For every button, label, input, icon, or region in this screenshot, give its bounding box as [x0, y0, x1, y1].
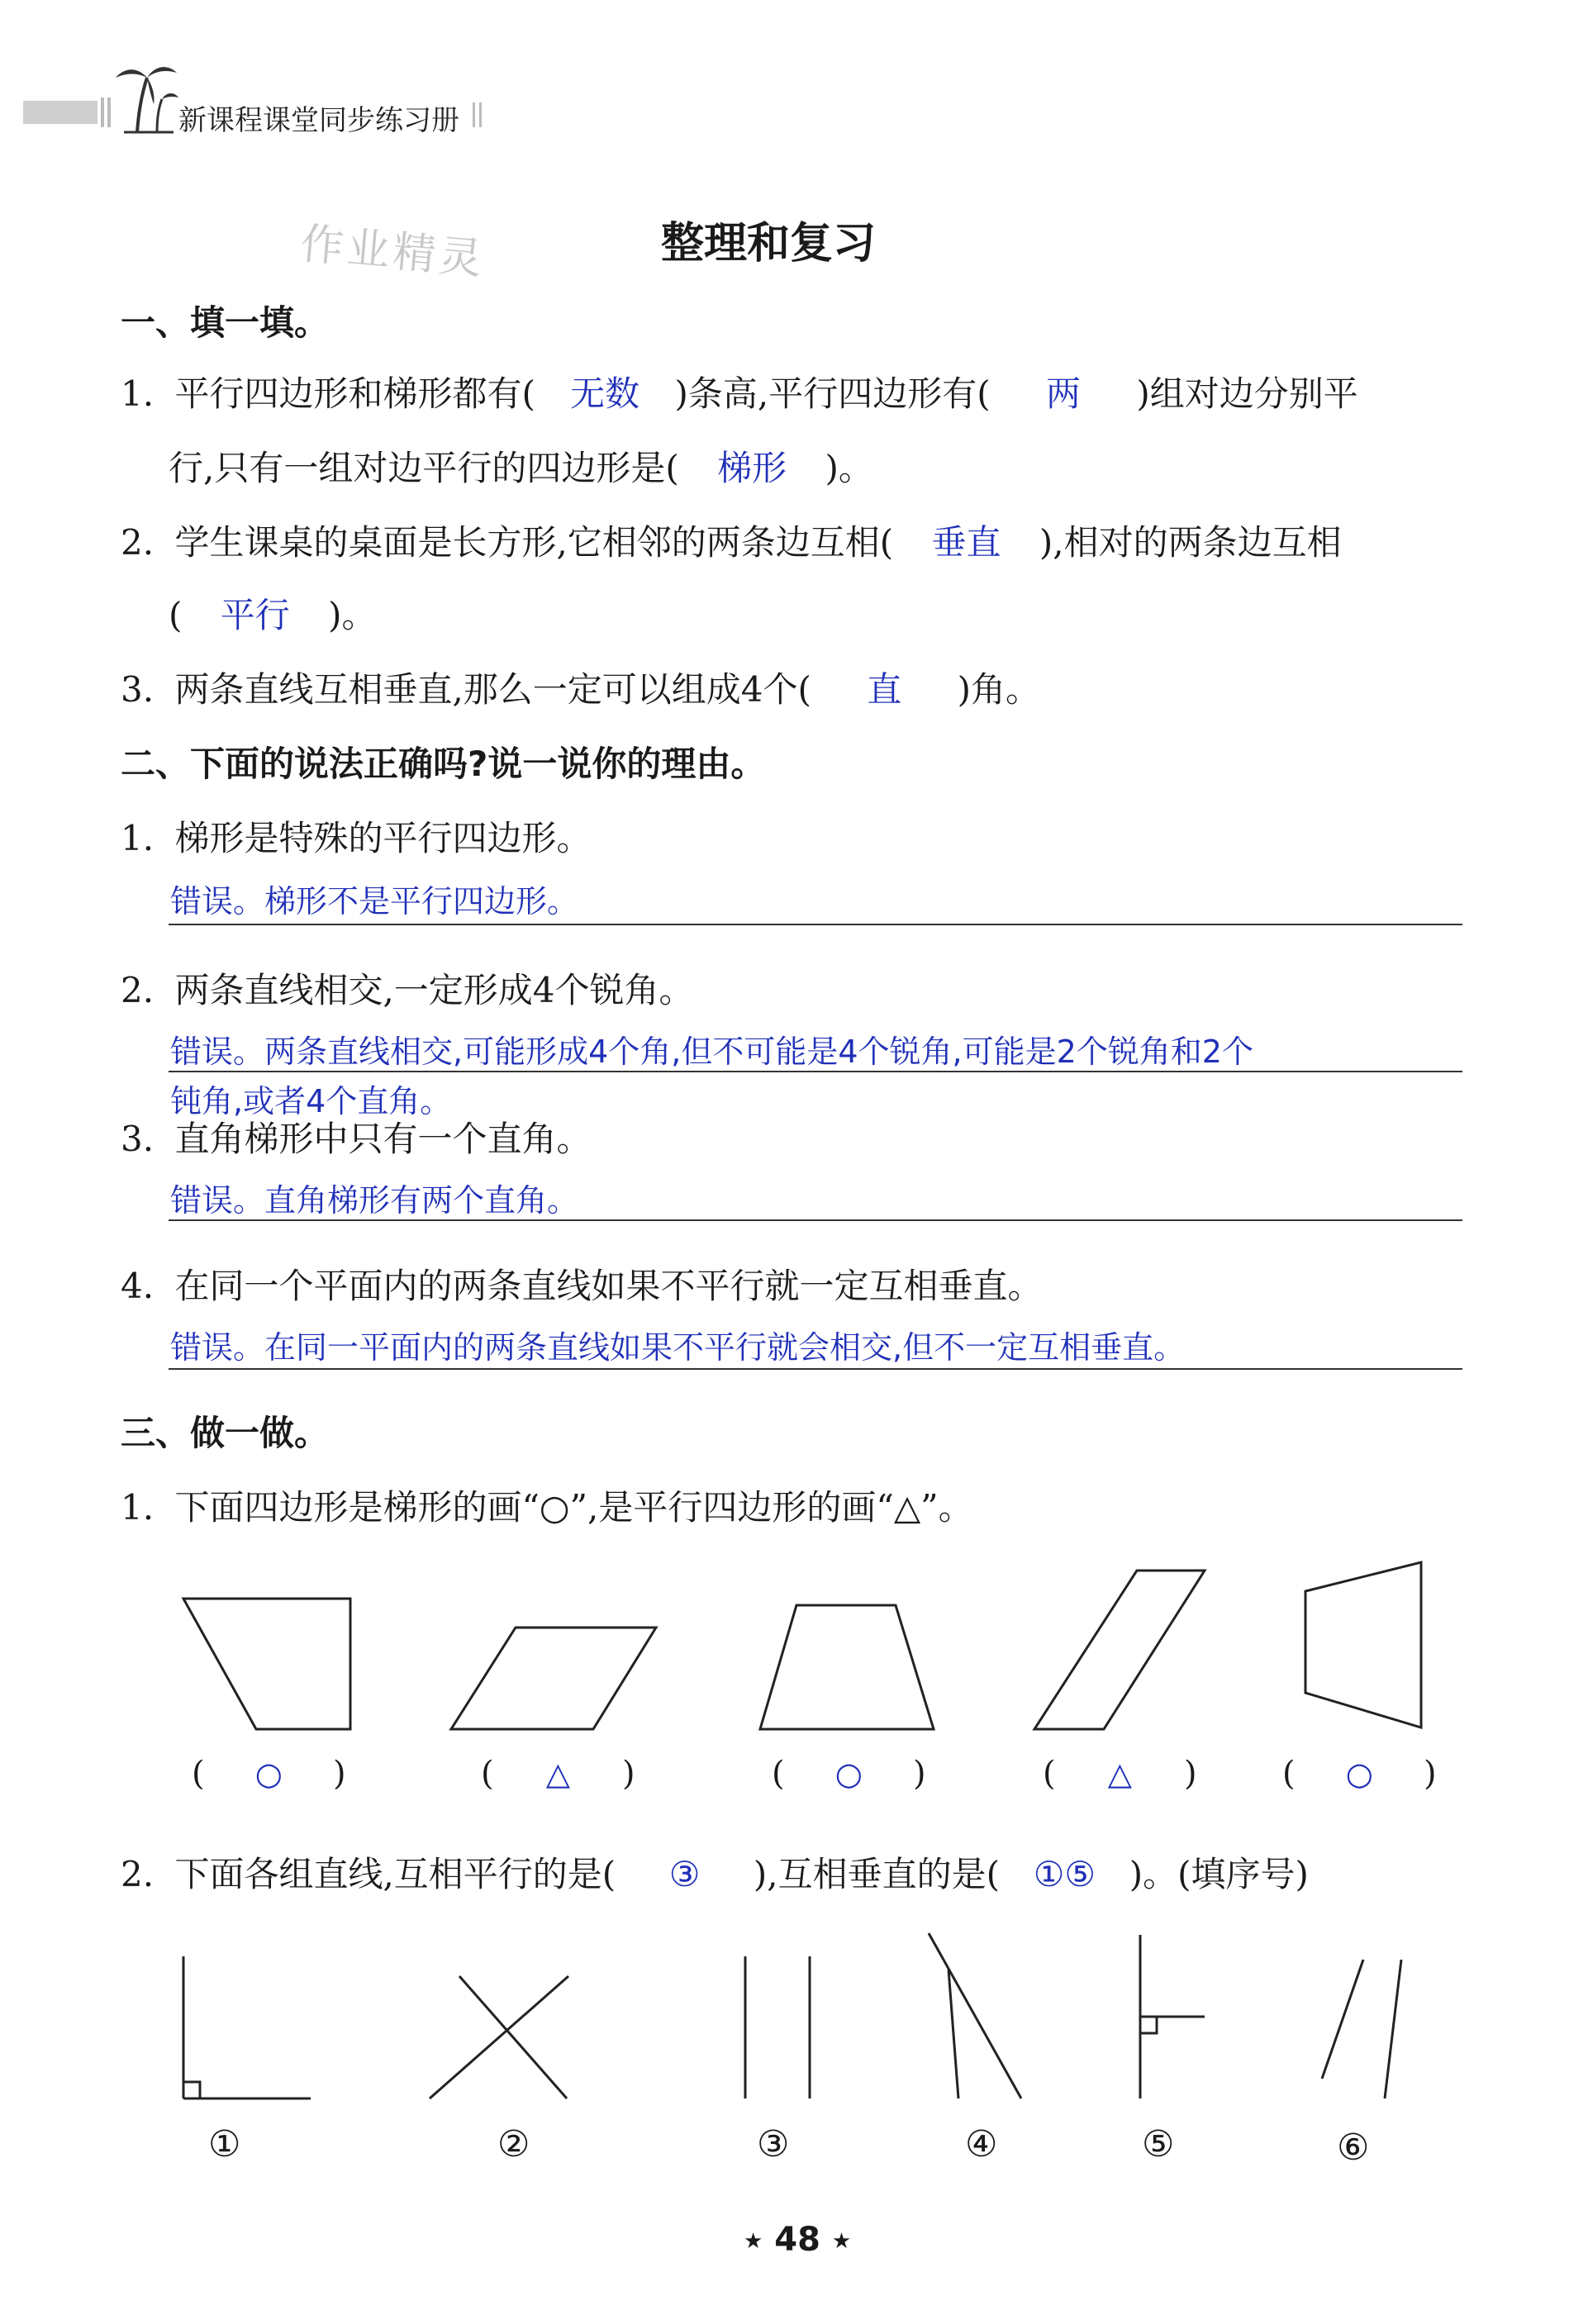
shape-4-mark: △: [1107, 1756, 1132, 1792]
s1-q2-text1: 学生课桌的桌面是长方形,它相邻的两条边互相(: [174, 522, 894, 563]
s1-q1-number: 1.: [121, 373, 155, 414]
s1-q1-text3: )组对边分别平: [1136, 373, 1358, 414]
s3-q2-number: 2.: [121, 1854, 155, 1894]
shape-1-mark: ○: [254, 1756, 283, 1792]
section3-heading: 三、做一做。: [121, 1413, 330, 1453]
line-group-1: [183, 1956, 311, 2098]
s1-q1-text4: 行,只有一组对边平行的四边形是(: [169, 448, 679, 488]
line-group-5: [1140, 1935, 1205, 2098]
s1-q1-answer1: 无数: [570, 373, 640, 414]
s1-q2-number: 2.: [121, 522, 155, 563]
page-number: [744, 2221, 851, 2259]
s1-q3-answer1: 直: [867, 669, 902, 710]
shape-4-close-paren: ): [1184, 1755, 1197, 1793]
s2-item3-number: 3.: [121, 1119, 155, 1159]
s3-q2-answer2: ①⑤: [1033, 1854, 1096, 1894]
star-icon-right: ★: [831, 2229, 852, 2254]
s1-q2-answer1: 垂直: [931, 522, 1001, 563]
shape-2-close-paren: ): [622, 1755, 635, 1793]
s2-item3-answer: 错误。直角梯形有两个直角。: [170, 1182, 579, 1219]
s1-q2-text3: (: [169, 595, 183, 635]
s1-q3-text1: 两条直线互相垂直,那么一定可以组成4个(: [174, 669, 811, 710]
section1-heading: 一、填一填。: [121, 302, 330, 343]
page-title: 整理和复习: [661, 219, 877, 269]
line-group-6-label: ⑥: [1337, 2127, 1370, 2169]
s2-item4-text: 在同一个平面内的两条直线如果不平行就一定互相垂直。: [174, 1266, 1043, 1306]
s1-q2-text4: )。: [328, 595, 377, 635]
line-group-6: [1322, 1960, 1401, 2098]
line-group-2-label: ②: [497, 2123, 530, 2165]
s3-q1-text: 下面四边形是梯形的画“○”,是平行四边形的画“△”。: [174, 1487, 973, 1528]
s2-item2-number: 2.: [121, 970, 155, 1010]
line-group-5-label: ⑤: [1142, 2123, 1175, 2165]
shape-2-mark: △: [545, 1756, 570, 1792]
s2-item1-text: 梯形是特殊的平行四边形。: [174, 818, 592, 858]
s3-q2-text1: 下面各组直线,互相平行的是(: [174, 1854, 616, 1894]
shape-1-open-paren: (: [192, 1755, 205, 1793]
shape-1-close-paren: ): [333, 1755, 346, 1793]
s1-q3-number: 3.: [121, 669, 155, 710]
s3-q2-text2: ),互相垂直的是(: [753, 1854, 1001, 1894]
s3-q2-text3: )。(填序号): [1129, 1854, 1309, 1894]
s2-item2-text: 两条直线相交,一定形成4个锐角。: [174, 970, 694, 1010]
watermark: 作业精灵: [298, 219, 487, 285]
s3-q2-answer1: ③: [668, 1854, 701, 1894]
line-group-1-label: ①: [208, 2123, 241, 2165]
shape-5-close-paren: ): [1424, 1755, 1437, 1793]
line-group-2: [430, 1976, 568, 2098]
line-group-4-label: ④: [965, 2123, 998, 2165]
s3-q1-number: 1.: [121, 1487, 155, 1528]
s2-item2-answer-line2: 钝角,或者4个直角。: [170, 1083, 452, 1119]
s1-q1-text2: )条高,平行四边形有(: [674, 373, 991, 414]
book-title: 新课程课堂同步练习册: [178, 104, 459, 137]
s1-q1-text5: )。: [825, 448, 873, 488]
section2-heading: 二、下面的说法正确吗?说一说你的理由。: [121, 744, 766, 784]
s1-q3-text2: )角。: [957, 669, 1041, 710]
star-icon-left: ★: [744, 2229, 763, 2254]
shape-3-mark: ○: [834, 1756, 863, 1792]
line-group-4: [929, 1933, 1021, 2098]
s2-item4-number: 4.: [121, 1266, 155, 1306]
shape-3-close-paren: ): [913, 1755, 926, 1793]
s1-q1-text1: 平行四边形和梯形都有(: [174, 373, 535, 414]
shape-2-open-paren: (: [481, 1755, 494, 1793]
line-group-3: [745, 1956, 810, 2098]
line-group-3-label: ③: [757, 2123, 790, 2165]
shape-5-open-paren: (: [1282, 1755, 1296, 1793]
shape-5-mark: ○: [1345, 1756, 1373, 1792]
s1-q2-answer2: 平行: [220, 595, 290, 635]
s2-item3-text: 直角梯形中只有一个直角。: [174, 1119, 592, 1159]
s1-q1-answer3: 梯形: [717, 448, 787, 488]
shape-4-open-paren: (: [1043, 1755, 1056, 1793]
s1-q1-answer2: 两: [1046, 373, 1082, 414]
s2-item1-number: 1.: [121, 818, 155, 858]
s2-item4-answer: 错误。在同一平面内的两条直线如果不平行就会相交,但不一定互相垂直。: [170, 1329, 1186, 1366]
s2-item2-answer: 错误。两条直线相交,可能形成4个角,但不可能是4个锐角,可能是2个锐角和2个: [170, 1034, 1253, 1070]
s1-q2-text2: ),相对的两条边互相: [1039, 522, 1342, 563]
s2-item1-answer: 错误。梯形不是平行四边形。: [170, 883, 579, 920]
shape-3-open-paren: (: [772, 1755, 785, 1793]
page-number-value: 48: [774, 2221, 820, 2259]
